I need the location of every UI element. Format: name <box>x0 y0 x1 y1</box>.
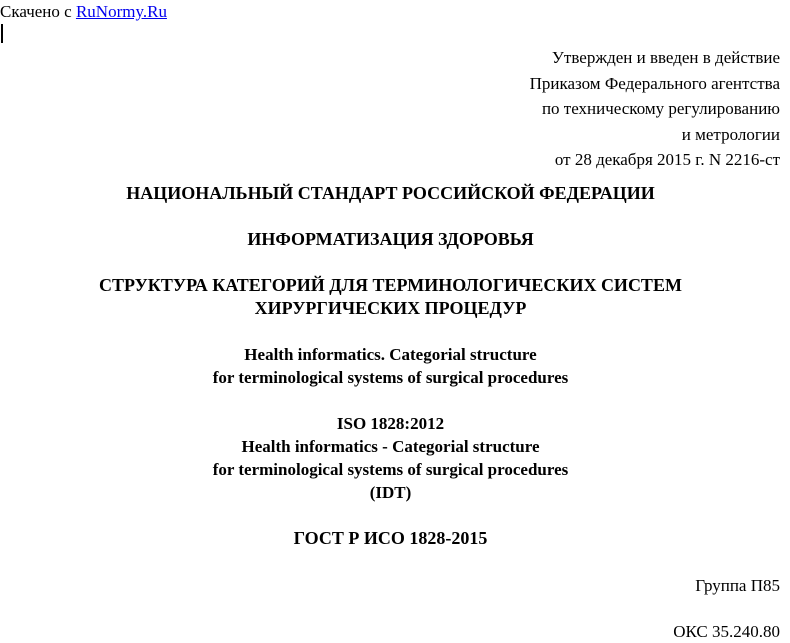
approval-block <box>530 45 780 173</box>
english-title <box>0 343 781 389</box>
topic-heading <box>0 228 781 251</box>
gost-designation-text: ГОСТ Р ИСО 1828-2015 <box>293 528 488 548</box>
english-title-line: for terminological systems of surgical procedures <box>212 368 569 387</box>
approval-line: от 28 декабря 2015 г. N 2216-ст <box>554 150 780 169</box>
structure-title <box>0 274 781 320</box>
text-cursor <box>1 24 3 43</box>
approval-line: по техническому регулированию <box>541 99 780 118</box>
approval-line: Приказом Федерального агентства <box>529 73 780 93</box>
standard-title <box>0 182 781 205</box>
approval-line: и метрологии <box>681 124 780 144</box>
standard-title-text: НАЦИОНАЛЬНЫЙ СТАНДАРТ РОССИЙСКОЙ ФЕДЕРАЦИИ <box>126 183 655 203</box>
gost-designation <box>0 527 781 550</box>
iso-reference-line: (IDT) <box>369 483 412 502</box>
iso-reference-line: ISO 1828:2012 <box>336 414 445 433</box>
topic-heading-text: ИНФОРМАТИЗАЦИЯ ЗДОРОВЬЯ <box>247 229 534 249</box>
oks-code: ОКС 35.240.80 <box>673 622 780 641</box>
iso-reference-line: for terminological systems of surgical procedures <box>212 460 569 479</box>
source-line <box>0 2 167 22</box>
iso-reference <box>0 412 781 504</box>
approval-line: Утвержден и введен в действие <box>551 48 780 67</box>
group-code: Группа П85 <box>695 576 780 595</box>
source-prefix: Скачено с <box>0 2 76 21</box>
iso-reference-line: Health informatics - Categorial structure <box>241 437 540 456</box>
english-title-line: Health informatics. Categorial structure <box>244 345 537 364</box>
structure-title-line: СТРУКТУРА КАТЕГОРИЙ ДЛЯ ТЕРМИНОЛОГИЧЕСКИХ СИСТЕМ <box>99 275 682 295</box>
structure-title-line: ХИРУРГИЧЕСКИХ ПРОЦЕДУР <box>254 298 527 318</box>
runormy-link[interactable]: RuNormy.Ru <box>75 2 167 21</box>
